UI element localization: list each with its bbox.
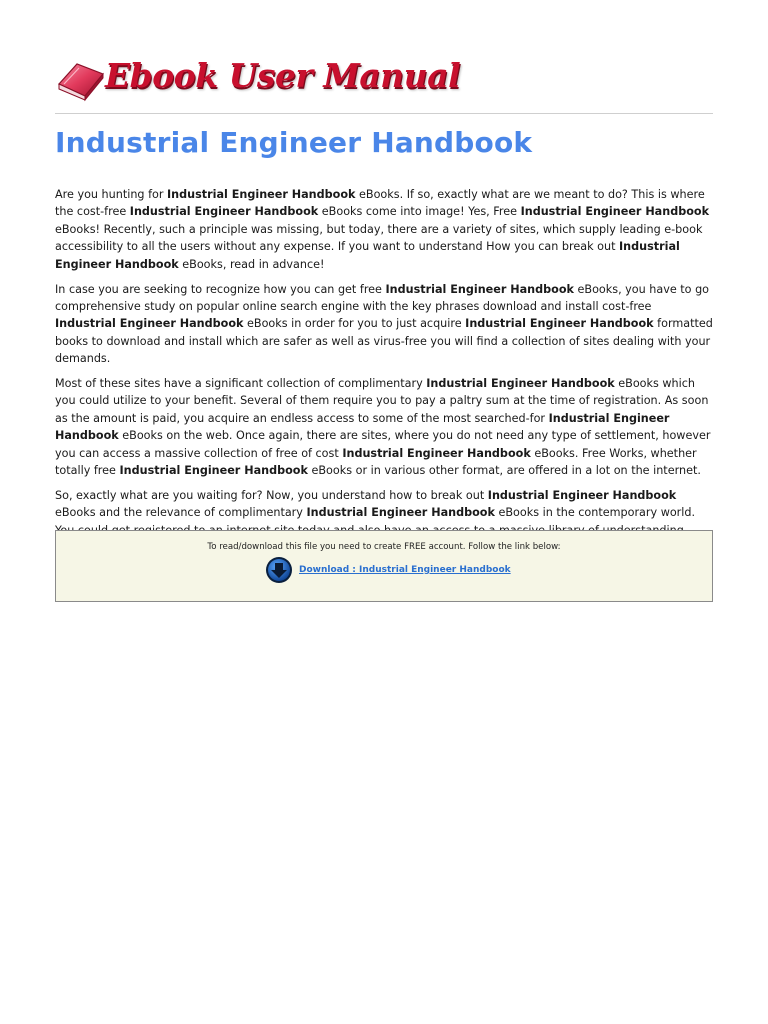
download-link[interactable]: Download : Industrial Engineer Handbook bbox=[299, 565, 511, 575]
body-paragraph bbox=[55, 186, 713, 273]
body-paragraph bbox=[55, 375, 713, 479]
header-divider bbox=[55, 113, 713, 114]
paragraph-text: Most of these sites have a significant collection of complimentary bbox=[55, 377, 427, 391]
logo-text: Ebook User Manual bbox=[105, 56, 461, 95]
keyword-bold: Industrial Engineer Handbook bbox=[520, 205, 710, 219]
keyword-bold: Industrial Engineer Handbook bbox=[342, 446, 531, 460]
paragraph-text: eBooks. If so, exactly what are we meant to do? This is where the cost-free bbox=[55, 188, 705, 219]
paragraph-text: eBooks and the relevance of complimentary bbox=[55, 506, 307, 520]
keyword-bold: Industrial Engineer Handbook bbox=[465, 317, 654, 331]
paragraph-text: eBooks in the contemporary world. bbox=[498, 506, 696, 520]
paragraph-text: eBooks. Free Works, whether totally free bbox=[55, 446, 697, 478]
document-page bbox=[55, 0, 713, 575]
download-box bbox=[55, 530, 713, 602]
paragraph-text: In case you are seeking to recognize how you can get free bbox=[55, 282, 386, 296]
paragraph-text: So, exactly what are you waiting for? Now, you understand how to break out bbox=[55, 489, 488, 502]
paragraph-text: eBooks, you have to go comprehensive study on popular online search engine with the key phrases download and install cost-free bbox=[55, 282, 710, 313]
paragraph-text: eBooks which you could utilize to your benefit. Several of them require you to pay a paltry sum at the time of registration. As soon as the amount is paid, you acquire an endless access to some of the most searched-for bbox=[55, 377, 709, 425]
paragraph-text: Are you hunting for bbox=[55, 188, 168, 201]
keyword-bold: Industrial Engineer Handbook bbox=[55, 317, 244, 331]
paragraph-text: eBooks, read in advance! bbox=[178, 257, 325, 271]
keyword-bold: Industrial Engineer Handbook bbox=[306, 506, 495, 520]
paragraph-text: eBooks on the web. Once again, there are sites, where you do not need any type of settlement, however you can access a massive collection of free of cost bbox=[55, 429, 711, 460]
paragraph-text: eBooks in order for you to just acquire bbox=[243, 317, 466, 331]
keyword-bold: Industrial Engineer Handbook bbox=[167, 188, 356, 201]
paragraph-text: eBooks! Recently, such a principle was missing, but today, there are a variety of sites, which supply leading e-book accessibility to all the users without any expense. If you want to understand How you can break out bbox=[55, 222, 703, 254]
keyword-bold: Industrial Engineer Handbook bbox=[119, 464, 308, 478]
paragraph-text: eBooks or in various other format, are offered in a lot on the internet. bbox=[307, 464, 701, 478]
keyword-bold: Industrial Engineer Handbook bbox=[487, 489, 677, 502]
page-title: Industrial Engineer Handbook bbox=[55, 126, 533, 159]
download-arrow-icon[interactable] bbox=[265, 556, 293, 584]
keyword-bold: Industrial Engineer Handbook bbox=[55, 411, 670, 443]
paragraph-text: eBooks come into image! Yes, Free bbox=[318, 205, 521, 219]
site-logo[interactable] bbox=[55, 0, 713, 112]
keyword-bold: Industrial Engineer Handbook bbox=[426, 377, 615, 391]
keyword-bold: Industrial Engineer Handbook bbox=[55, 240, 680, 271]
paragraph-text: formatted books to download and install which are safer as well as virus-free you will find a collection of sites dealing with your demands. bbox=[55, 317, 713, 366]
body-paragraph bbox=[55, 281, 713, 368]
keyword-bold: Industrial Engineer Handbook bbox=[385, 282, 574, 296]
download-instructions: To read/download this file you need to create FREE account. Follow the link below: bbox=[207, 542, 561, 552]
article-body bbox=[55, 186, 713, 547]
download-link-row[interactable] bbox=[265, 556, 511, 584]
keyword-bold: Industrial Engineer Handbook bbox=[129, 205, 319, 219]
book-icon bbox=[55, 56, 107, 102]
